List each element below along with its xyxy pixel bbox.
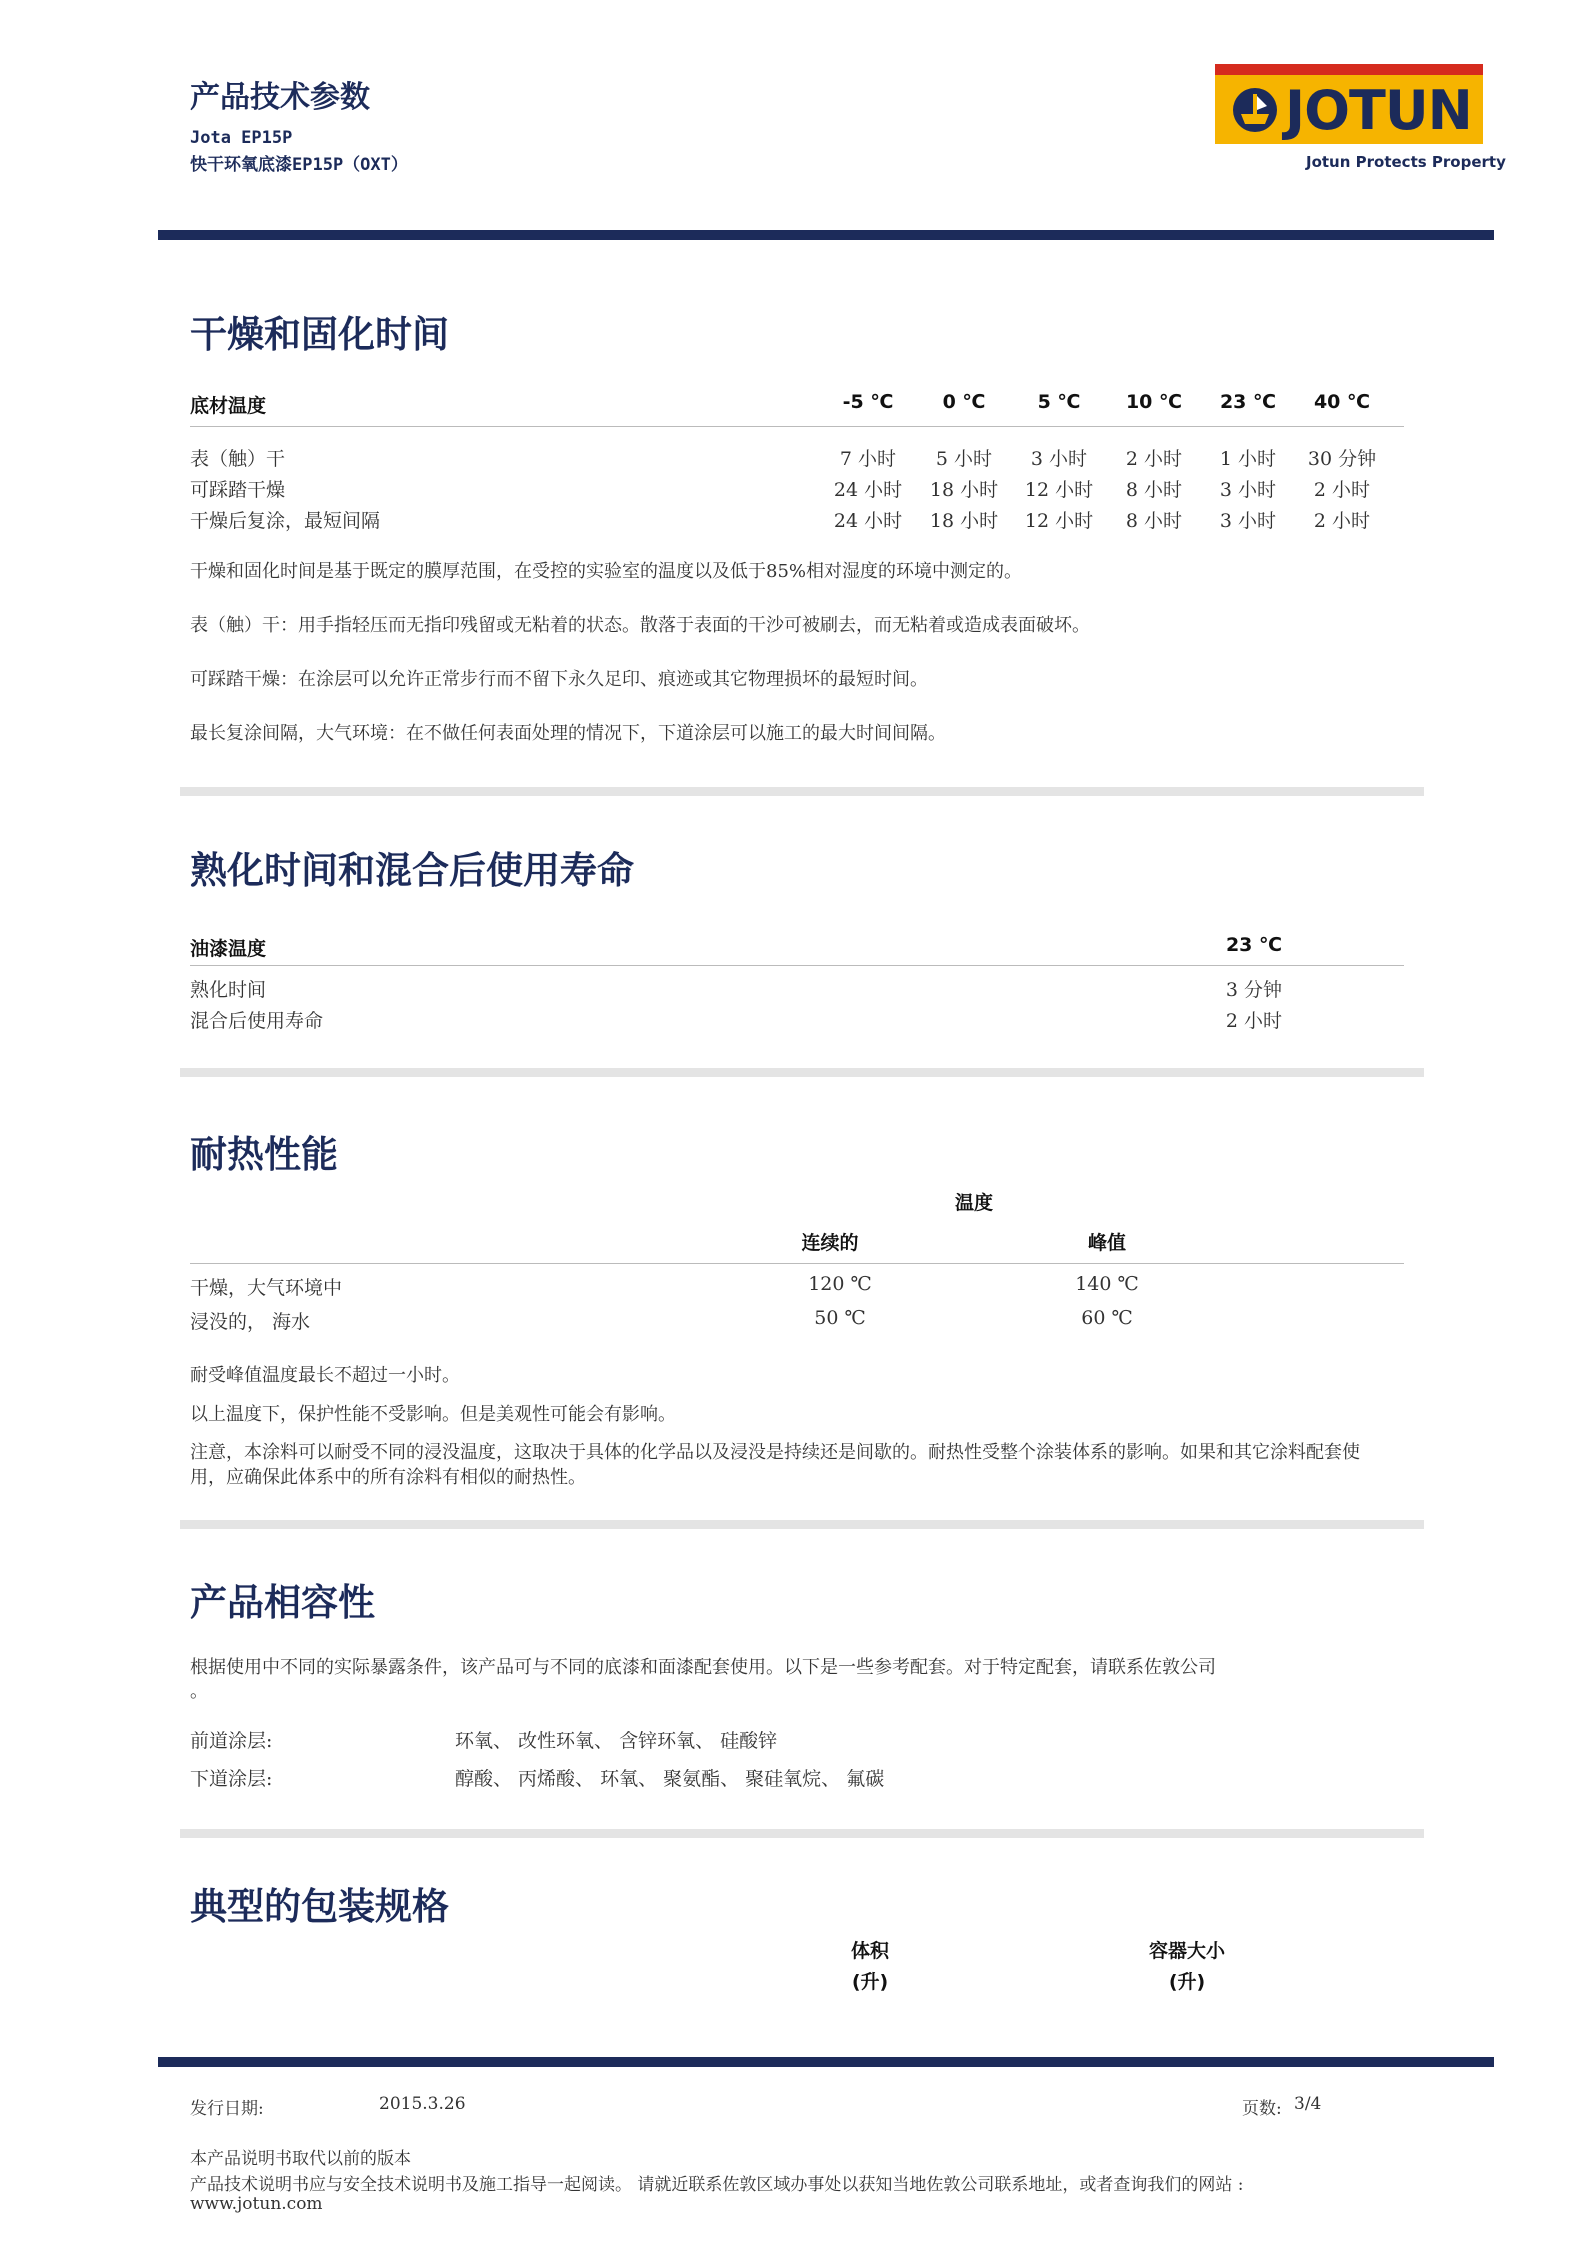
table-divider <box>190 426 1404 427</box>
heat-section-title: 耐热性能 <box>190 1133 338 1176</box>
drying-row-label: 表（触）干 <box>190 448 286 470</box>
packaging-col-container: 容器大小 <box>1148 1940 1225 1962</box>
drying-cell: 30 分钟 <box>1307 448 1377 470</box>
document-title: 产品技术参数 <box>190 80 370 115</box>
section-divider <box>180 1829 1424 1838</box>
temp-header: 0 ℃ <box>942 391 986 413</box>
drying-section-title: 干燥和固化时间 <box>190 313 449 356</box>
drying-cell: 12 小时 <box>1024 479 1094 501</box>
footer-website[interactable]: www.jotun.com <box>190 2194 323 2214</box>
section-divider <box>180 1520 1424 1529</box>
drying-note: 表（触）干：用手指轻压而无指印残留或无粘着的状态。散落于表面的干沙可被刷去，而无粘着或造成表面破坏。 <box>190 615 1090 636</box>
previous-coat-label: 前道涂层: <box>190 1730 273 1752</box>
substrate-temp-label: 底材温度 <box>190 395 267 417</box>
table-divider <box>190 965 1404 966</box>
compat-section-title: 产品相容性 <box>190 1581 375 1624</box>
drying-cell: 2 小时 <box>1125 448 1183 470</box>
heat-cell: 140 ℃ <box>1075 1273 1139 1295</box>
potlife-row-label: 混合后使用寿命 <box>190 1010 324 1032</box>
heat-row-label: 干燥，大气环境中 <box>190 1277 343 1299</box>
issue-date: 2015.3.26 <box>379 2094 466 2114</box>
footer-notice: 产品技术说明书应与安全技术说明书及施工指导一起阅读。 请就近联系佐敦区域办事处以获知当地佐敦公司联系地址，或者查询我们的网站 : <box>190 2175 1244 2195</box>
drying-cell: 7 小时 <box>839 448 897 470</box>
heat-cell: 120 ℃ <box>808 1273 872 1295</box>
page-label: 页数: <box>1242 2099 1282 2119</box>
heat-note: 耐受峰值温度最长不超过一小时。 <box>190 1365 460 1386</box>
section-divider <box>180 1068 1424 1077</box>
drying-cell: 2 小时 <box>1313 510 1371 532</box>
temp-header: 5 ℃ <box>1037 391 1081 413</box>
potlife-cell: 3 分钟 <box>1225 979 1283 1001</box>
heat-note: 以上温度下，保护性能不受影响。但是美观性可能会有影响。 <box>190 1404 676 1425</box>
drying-cell: 8 小时 <box>1125 479 1183 501</box>
potlife-cell: 2 小时 <box>1225 1010 1283 1032</box>
packaging-col-container-unit: (升) <box>1168 1971 1206 1993</box>
heat-note: 注意，本涂料可以耐受不同的浸没温度，这取决于具体的化学品以及浸没是持续还是间歇的。耐热性受整个涂装体系的影响。如果和其它涂料配套使用，应确保此体系中的所有涂料有相似的耐热性。 <box>190 1442 1360 1488</box>
drying-note: 最长复涂间隔，大气环境：在不做任何表面处理的情况下，下道涂层可以施工的最大时间间隔。 <box>190 723 946 744</box>
ship-icon <box>1227 84 1283 136</box>
next-coat-value: 醇酸、 丙烯酸、 环氧、 聚氨酯、 聚硅氧烷、 氟碳 <box>455 1768 885 1790</box>
table-divider <box>190 1263 1404 1264</box>
drying-cell: 1 小时 <box>1219 448 1277 470</box>
potlife-section-title: 熟化时间和混合后使用寿命 <box>190 849 634 892</box>
heat-cell: 60 ℃ <box>1081 1307 1133 1329</box>
temp-header: -5 ℃ <box>842 391 894 413</box>
potlife-row-label: 熟化时间 <box>190 979 267 1001</box>
heat-col-peak: 峰值 <box>1087 1232 1126 1254</box>
product-name: 快干环氧底漆EP15P（OXT） <box>190 155 408 175</box>
section-divider <box>180 787 1424 796</box>
drying-cell: 18 小时 <box>929 510 999 532</box>
packaging-col-volume-unit: (升) <box>851 1971 889 1993</box>
previous-coat-value: 环氧、 改性环氧、 含锌环氧、 硅酸锌 <box>455 1730 778 1752</box>
heat-row-label: 浸没的， 海水 <box>190 1311 311 1333</box>
drying-cell: 18 小时 <box>929 479 999 501</box>
jotun-logo <box>1215 64 1483 144</box>
drying-cell: 24 小时 <box>833 510 903 532</box>
compat-intro: 根据使用中不同的实际暴露条件，该产品可与不同的底漆和面漆配套使用。以下是一些参考配套。对于特定配套，请联系佐敦公司 <box>190 1657 1216 1678</box>
paint-temp-label: 油漆温度 <box>190 938 267 960</box>
temp-header: 10 ℃ <box>1125 391 1183 413</box>
logo-tagline: Jotun Protects Property <box>1306 153 1506 171</box>
heat-col-continuous: 连续的 <box>801 1232 859 1254</box>
compat-intro-tail: 。 <box>190 1681 208 1702</box>
drying-cell: 3 小时 <box>1219 479 1277 501</box>
temp-header: 23 ℃ <box>1219 391 1277 413</box>
page-number: 3/4 <box>1294 2094 1322 2114</box>
drying-row-label: 干燥后复涂，最短间隔 <box>190 510 381 532</box>
packaging-col-volume: 体积 <box>850 1940 889 1962</box>
drying-cell: 2 小时 <box>1313 479 1371 501</box>
potlife-temp-header: 23 ℃ <box>1225 934 1283 956</box>
drying-cell: 3 小时 <box>1030 448 1088 470</box>
heat-group-header: 温度 <box>954 1192 993 1214</box>
footer-supersede: 本产品说明书取代以前的版本 <box>190 2149 411 2169</box>
temp-header: 40 ℃ <box>1313 391 1371 413</box>
header-divider <box>158 230 1494 240</box>
product-code: Jota EP15P <box>190 128 293 148</box>
footer-divider <box>158 2057 1494 2067</box>
drying-cell: 24 小时 <box>833 479 903 501</box>
heat-cell: 50 ℃ <box>814 1307 866 1329</box>
drying-cell: 5 小时 <box>935 448 993 470</box>
drying-note: 可踩踏干燥：在涂层可以允许正常步行而不留下永久足印、痕迹或其它物理损坏的最短时间。 <box>190 669 928 690</box>
issue-date-label: 发行日期: <box>190 2099 264 2119</box>
drying-cell: 3 小时 <box>1219 510 1277 532</box>
packaging-section-title: 典型的包装规格 <box>190 1885 449 1928</box>
drying-cell: 12 小时 <box>1024 510 1094 532</box>
drying-row-label: 可踩踏干燥 <box>190 479 286 501</box>
next-coat-label: 下道涂层: <box>190 1768 273 1790</box>
drying-note: 干燥和固化时间是基于既定的膜厚范围，在受控的实验室的温度以及低于85%相对湿度的环境中测定的。 <box>190 561 1023 582</box>
logo-wordmark: JOTUN <box>1285 79 1472 142</box>
drying-cell: 8 小时 <box>1125 510 1183 532</box>
